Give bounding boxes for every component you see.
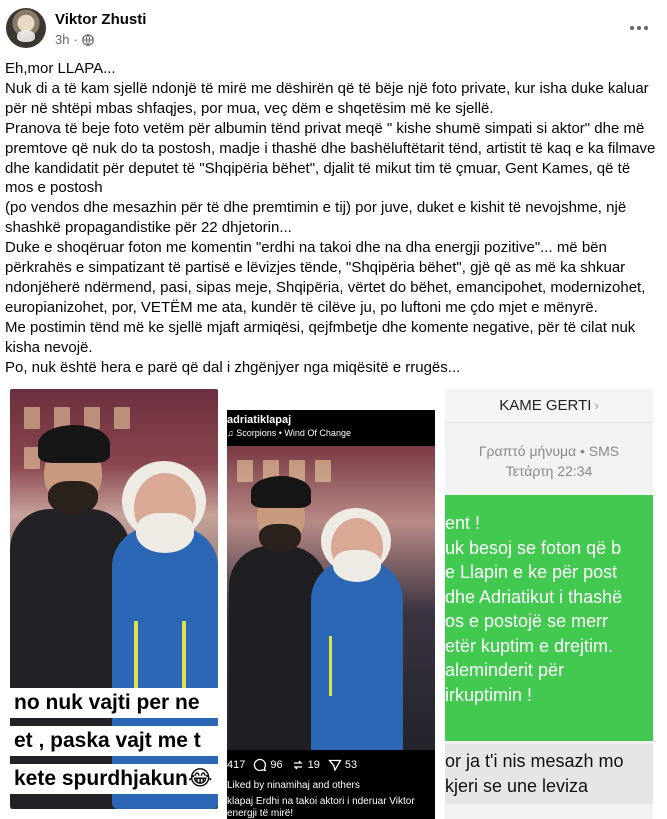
jacket-stripe bbox=[329, 636, 332, 696]
sms-text-line: e Llapin e ke për post bbox=[445, 562, 618, 582]
instagram-actions bbox=[227, 750, 435, 780]
sms-time: Τετάρτη 22:34 bbox=[505, 463, 593, 479]
photo-caption-line: kete spurdhjakun😂 bbox=[10, 764, 218, 794]
photo-sms-screenshot[interactable] bbox=[445, 389, 653, 819]
photo-caption-line: no nuk vajti per ne bbox=[10, 688, 218, 718]
author-avatar[interactable] bbox=[6, 8, 46, 48]
beard bbox=[48, 481, 98, 515]
photo-left[interactable] bbox=[10, 389, 218, 809]
cap bbox=[251, 476, 311, 508]
post-text-line: (po vendos dhe mesazhin për të dhe premtimin e tij) por juve, duket e kishit të nevojshme, një bbox=[5, 199, 627, 217]
sms-text-line: aleminderit për bbox=[445, 660, 565, 680]
sms-text-line: etër kuptim e drejtim. bbox=[445, 635, 614, 656]
post-text-line: ndonjëherë ndërmend, pasi, sipas meje, Shqipëria, vërtet do bëhet, emancipohet, modernizohet, bbox=[5, 278, 646, 296]
share-action[interactable] bbox=[328, 758, 357, 772]
post-time[interactable]: 3h bbox=[55, 32, 70, 47]
post-text-line: mos e postosh bbox=[5, 179, 103, 197]
repost-icon bbox=[291, 758, 305, 772]
sms-header bbox=[445, 389, 653, 423]
beard bbox=[259, 524, 301, 552]
post-text-line: Me postimin tënd më ke sjellë mjaft armiqësi, qejfmbetje dhe komente negative, për të cilat nuk bbox=[5, 318, 636, 336]
photo-instagram-screenshot[interactable] bbox=[227, 410, 435, 819]
post-text-line: europianizohet, por, VETËM me ata, kundër të cilëve ju, po luftoni me çdo mjet e mënyrë. bbox=[5, 298, 598, 316]
post-meta bbox=[55, 32, 94, 47]
person-old-body bbox=[311, 560, 403, 750]
sms-bubble-sent bbox=[445, 495, 653, 741]
liked-by: Liked by ninamihaj and others bbox=[227, 780, 360, 791]
sms-text-line: or ja t'i nis mesazh mo bbox=[445, 751, 624, 771]
photo-caption-line: et , paska vajt me t bbox=[10, 726, 218, 756]
post-text-line: Po, nuk është hera e parë që dal i zhgënjyer nga miqësitë e rrugës... bbox=[5, 358, 461, 376]
globe-icon bbox=[82, 34, 94, 46]
window bbox=[315, 460, 331, 482]
post-text bbox=[5, 59, 665, 378]
sms-text-line: uk besoj se foton që b bbox=[445, 537, 622, 558]
instagram-song: ♫ Scorpions • Wind Of Change bbox=[227, 428, 351, 438]
jacket-stripe bbox=[134, 621, 138, 691]
instagram-photo bbox=[227, 446, 435, 750]
sms-text-line: os e postojë se merr bbox=[445, 611, 609, 631]
post-text-line: shashkë propagandistike për 22 dhjetorin... bbox=[5, 219, 292, 237]
comments-count: 96 bbox=[270, 759, 283, 771]
sms-text-line: dhe Adriatikut i thashë bbox=[445, 586, 623, 607]
sms-text-line: ent ! bbox=[445, 513, 481, 533]
post-text-line: Pranova të beje foto vetëm për albumin tënd privat meqë " kishe shumë simpati si aktor" dhe më bbox=[5, 119, 645, 137]
sms-text-line: irkuptimin ! bbox=[445, 684, 533, 705]
likes-count[interactable]: 417 bbox=[227, 759, 246, 771]
post-text-line: Nuk di a të kam sjellë ndonjë të mirë me dëshirën që të bëje një foto private, kur isha duke kaluar bbox=[5, 79, 649, 97]
window bbox=[114, 407, 130, 429]
window bbox=[237, 460, 253, 482]
repost-action[interactable] bbox=[291, 758, 320, 772]
post-text-line: dhe kandidatit për deputet të "Shqipëria bëhet", djalit të mikut tim të çmuar, Gent Kames, që të bbox=[5, 159, 631, 177]
send-icon bbox=[328, 758, 342, 772]
sms-bubble-received bbox=[445, 744, 653, 804]
sms-text-line: kjeri se une leviza bbox=[445, 776, 589, 796]
white-beard bbox=[333, 550, 381, 582]
window bbox=[24, 407, 40, 429]
post-text-line: premtove që nuk do ta postosh, madje i thashë dhe bashëluftëtarit tënd, artistit të kaq e ka filmave bbox=[5, 139, 656, 157]
shares-count: 53 bbox=[344, 759, 358, 771]
reposts-count: 19 bbox=[307, 759, 320, 771]
post-text-line: përkrahës e simpatizant të partisë e lëvizjes tënde, "Shqipëria bëhet", gjë që as më ka shkuar bbox=[5, 259, 626, 277]
post-text-line: Duke e shoqëruar foton me komentin "erdhi na takoi dhe na dha energji pozitive"... më bën bbox=[5, 239, 607, 257]
sms-contact-name: KAME GERTI bbox=[499, 397, 592, 414]
instagram-caption-line: energji të mirë! bbox=[227, 808, 294, 819]
author-name[interactable]: Viktor Zhusti bbox=[55, 11, 147, 28]
instagram-caption-line: klapaj Erdhi na takoi aktori i nderuar Viktor bbox=[227, 796, 415, 807]
white-beard bbox=[136, 513, 194, 553]
post-text-line: Eh,mor LLAPA... bbox=[5, 60, 116, 77]
cap bbox=[38, 425, 110, 463]
post-text-line: për në shtëpi mbas shfaqjes, por mua, veç dëm e shqetësim më ke sjellë. bbox=[5, 99, 494, 117]
sms-type: Γραπτό μήνυμα • SMS bbox=[478, 443, 620, 459]
instagram-header bbox=[227, 410, 435, 446]
post-text-line: kisha nevojë. bbox=[5, 338, 93, 356]
meta-separator: · bbox=[73, 32, 78, 47]
comment-action[interactable] bbox=[253, 758, 282, 772]
more-options-button[interactable] bbox=[625, 14, 653, 42]
post-header bbox=[0, 0, 667, 60]
instagram-handle: adriatiklapaj bbox=[227, 414, 292, 426]
chevron-right-icon: › bbox=[594, 398, 599, 413]
more-dots-icon bbox=[629, 25, 649, 31]
instagram-caption bbox=[227, 796, 435, 819]
jacket-stripe bbox=[182, 621, 186, 691]
comment-icon bbox=[253, 758, 267, 772]
